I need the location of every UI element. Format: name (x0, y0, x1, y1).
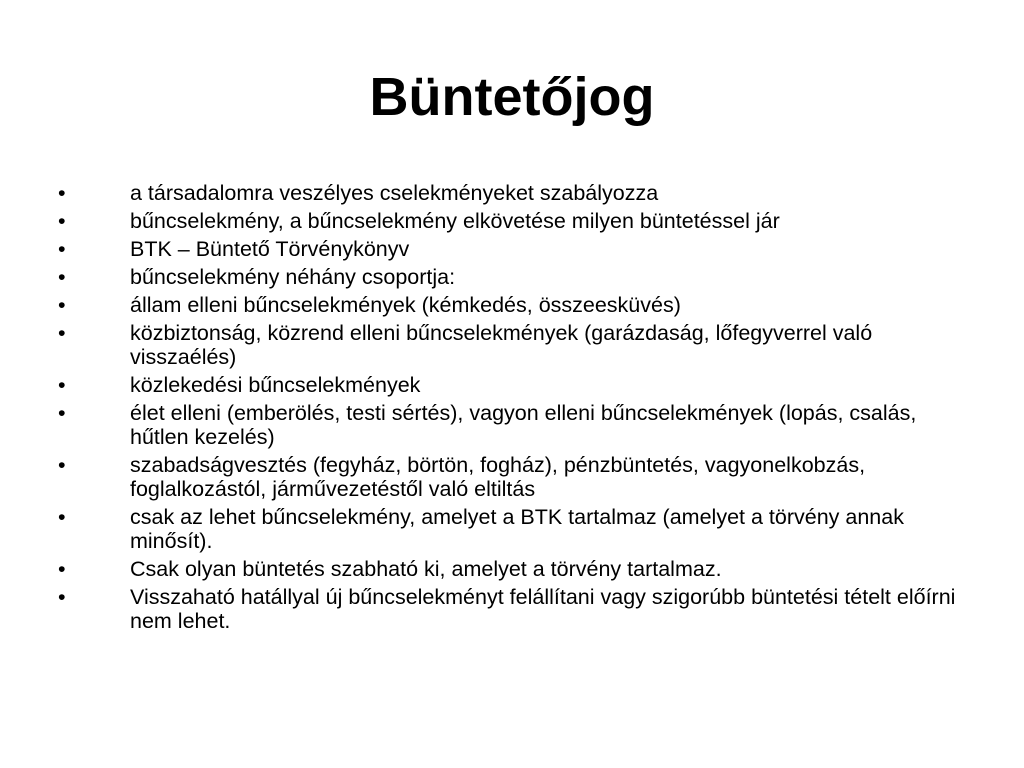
bullet-text: csak az lehet bűncselekmény, amelyet a BTK tartalmaz (amelyet a törvény annak minősít). (130, 505, 904, 553)
bullet-list (58, 181, 968, 637)
bullet-icon: • (58, 557, 66, 581)
bullet-icon: • (58, 265, 66, 289)
bullet-text: bűncselekmény, a bűncselekmény elkövetése milyen büntetéssel jár (130, 209, 780, 233)
bullet-item (58, 209, 968, 233)
bullet-text: állam elleni bűncselekmények (kémkedés, összeesküvés) (130, 293, 681, 317)
bullet-item (58, 505, 968, 553)
bullet-text: közlekedési bűncselekmények (130, 373, 421, 397)
bullet-item (58, 557, 968, 581)
bullet-icon: • (58, 401, 66, 425)
bullet-icon: • (58, 237, 66, 261)
bullet-item (58, 585, 968, 633)
bullet-item (58, 181, 968, 205)
bullet-item (58, 293, 968, 317)
bullet-icon: • (58, 209, 66, 233)
bullet-item (58, 373, 968, 397)
bullet-icon: • (58, 181, 66, 205)
bullet-text: élet elleni (emberölés, testi sértés), vagyon elleni bűncselekmények (lopás, csalás, hűtlen kezelés) (130, 401, 917, 449)
bullet-icon: • (58, 373, 66, 397)
bullet-icon: • (58, 453, 66, 477)
bullet-item (58, 321, 968, 369)
bullet-text: bűncselekmény néhány csoportja: (130, 265, 456, 289)
bullet-text: BTK – Büntető Törvénykönyv (130, 237, 410, 261)
bullet-icon: • (58, 293, 66, 317)
bullet-text: szabadságvesztés (fegyház, börtön, fogház), pénzbüntetés, vagyonelkobzás, foglalkozástól, járművezetéstől való eltiltás (130, 453, 866, 501)
bullet-text: a társadalomra veszélyes cselekményeket szabályozza (130, 181, 659, 205)
bullet-text: közbiztonság, közrend elleni bűncselekmények (garázdaság, lőfegyverrel való visszaélés) (130, 321, 873, 369)
bullet-item (58, 453, 968, 501)
bullet-text: Visszaható hatállyal új bűncselekményt felállítani vagy szigorúbb büntetési tételt előírni nem lehet. (130, 585, 956, 633)
bullet-item (58, 237, 968, 261)
bullet-item (58, 401, 968, 449)
slide-title: Büntetőjog (369, 67, 655, 127)
bullet-item (58, 265, 968, 289)
bullet-text: Csak olyan büntetés szabható ki, amelyet a törvény tartalmaz. (130, 557, 722, 581)
bullet-icon: • (58, 585, 66, 609)
bullet-icon: • (58, 505, 66, 529)
bullet-icon: • (58, 321, 66, 345)
